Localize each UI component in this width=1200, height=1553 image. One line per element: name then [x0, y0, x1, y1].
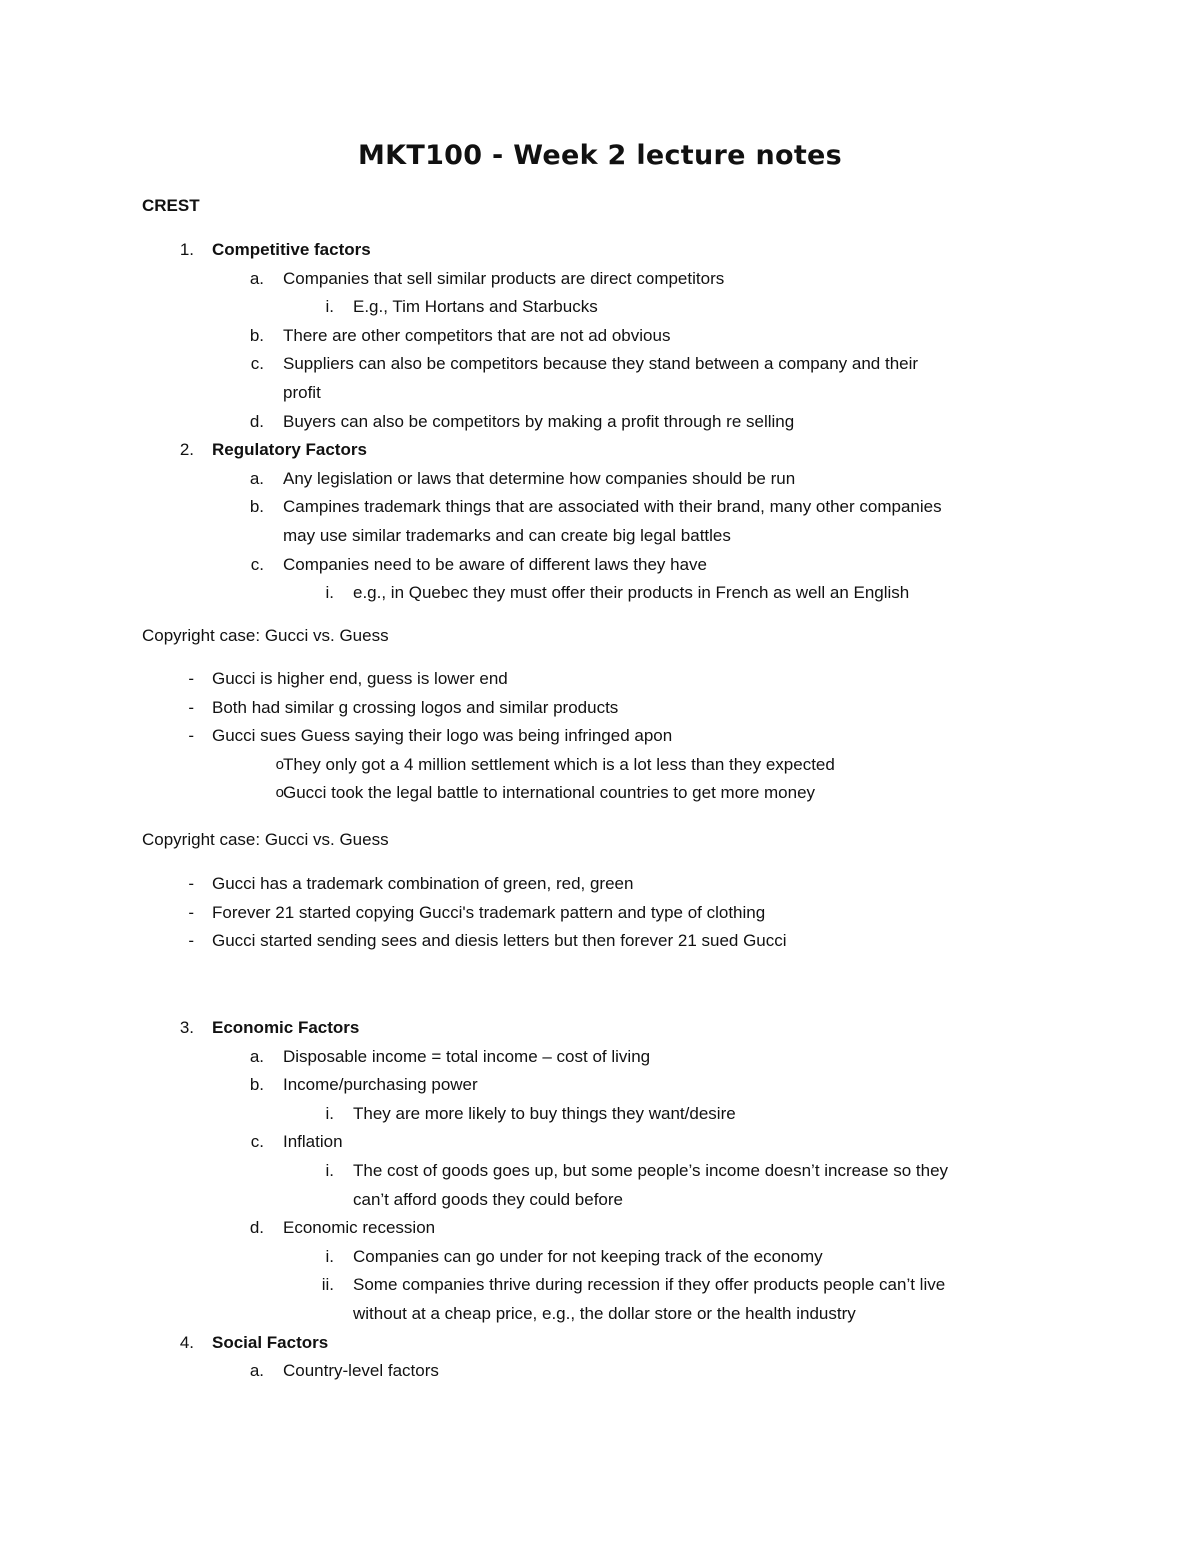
list-marker: 1. [179, 240, 194, 259]
list-marker: i. [325, 583, 334, 603]
list-item-text: Campines trademark things that are associated with their brand, many other companies [283, 497, 942, 517]
list-item-text: Forever 21 started copying Gucci's trademark pattern and type of clothing [212, 902, 766, 922]
list-marker: 2. [179, 440, 194, 460]
list-item-text: They only got a 4 million settlement which is a lot less than they expected [283, 754, 835, 774]
list-marker: - [188, 669, 194, 688]
list-marker: d. [249, 411, 264, 431]
list-item-text: Companies need to be aware of different laws they have [283, 554, 708, 574]
list-item-text: Regulatory Factors [212, 440, 367, 460]
list-item-text: Companies can go under for not keeping track of the economy [353, 1246, 823, 1266]
list-item-text: profit [283, 382, 321, 402]
list-item-text: Buyers can also be competitors by making a profit through re selling [283, 411, 795, 431]
list-marker: - [188, 931, 194, 951]
list-item-text: without at a cheap price, e.g., the dollar store or the health industry [353, 1303, 856, 1323]
list-item-text: Companies that sell similar products are direct competitors [283, 268, 725, 288]
list-marker: b. [249, 497, 264, 517]
list-marker: i. [325, 1160, 334, 1180]
list-item-text: e.g., in Quebec they must offer their products in French as well an English [353, 583, 910, 603]
list-item-text: Economic Factors [212, 1018, 360, 1037]
list-marker: - [188, 902, 194, 922]
crest-heading: CREST [142, 196, 200, 215]
list-marker: ii. [321, 1275, 334, 1295]
list-marker: i. [325, 297, 334, 317]
list-item-text: Any legislation or laws that determine how companies should be run [283, 468, 796, 488]
list-item-text: They are more likely to buy things they want/desire [353, 1103, 736, 1123]
list-marker: b. [249, 1075, 264, 1095]
list-item-text: Suppliers can also be competitors because they stand between a company and their [283, 354, 919, 374]
list-marker: a. [249, 468, 264, 488]
list-item-text: The cost of goods goes up, but some people’s income doesn’t increase so they [353, 1160, 949, 1180]
case2-heading: Copyright case: Gucci vs. Guess [142, 830, 389, 849]
list-marker: a. [249, 1361, 264, 1381]
list-item-text: Social Factors [212, 1332, 329, 1352]
list-item-text: E.g., Tim Hortans and Starbucks [353, 297, 598, 317]
list-item-text: Gucci started sending sees and diesis letters but then forever 21 sued Gucci [212, 931, 787, 951]
list-marker: i. [325, 1103, 334, 1123]
list-marker: b. [249, 325, 264, 345]
list-item-text: Gucci sues Guess saying their logo was being infringed apon [212, 726, 673, 746]
page-title: MKT100 - Week 2 lecture notes [357, 140, 843, 171]
list-item-text: Inflation [283, 1132, 343, 1152]
list-item-text: Economic recession [283, 1218, 436, 1238]
list-marker: - [188, 726, 194, 746]
list-marker: a. [249, 1046, 264, 1066]
list-item-text: Some companies thrive during recession if they offer products people can’t live [353, 1275, 946, 1295]
list-item-text: There are other competitors that are not ad obvious [283, 325, 671, 345]
list-item-text: Competitive factors [212, 240, 371, 259]
list-item-text: Gucci has a trademark combination of green, red, green [212, 874, 634, 893]
list-marker: 3. [179, 1018, 194, 1037]
list-marker: - [188, 874, 194, 893]
list-item-text: Income/purchasing power [283, 1075, 478, 1095]
list-item-text: Disposable income = total income – cost of living [283, 1046, 651, 1066]
list-marker: a. [249, 268, 264, 288]
list-marker: d. [249, 1218, 264, 1238]
list-item-text: Both had similar g crossing logos and similar products [212, 697, 619, 717]
list-item-text: can’t afford goods they could before [353, 1189, 623, 1209]
list-marker: c. [250, 554, 264, 574]
list-item-text: Gucci took the legal battle to international countries to get more money [283, 783, 816, 803]
list-item-text: Gucci is higher end, guess is lower end [212, 669, 508, 688]
list-marker: o [275, 755, 284, 773]
list-item-text: Country-level factors [283, 1361, 439, 1381]
list-marker: c. [250, 1132, 264, 1152]
list-marker: - [188, 697, 194, 717]
list-item-text: may use similar trademarks and can create big legal battles [283, 525, 731, 545]
list-marker: i. [325, 1246, 334, 1266]
list-marker: 4. [179, 1332, 194, 1352]
case1-heading: Copyright case: Gucci vs. Guess [142, 626, 389, 645]
list-marker: c. [250, 354, 264, 374]
list-marker: o [275, 784, 284, 802]
